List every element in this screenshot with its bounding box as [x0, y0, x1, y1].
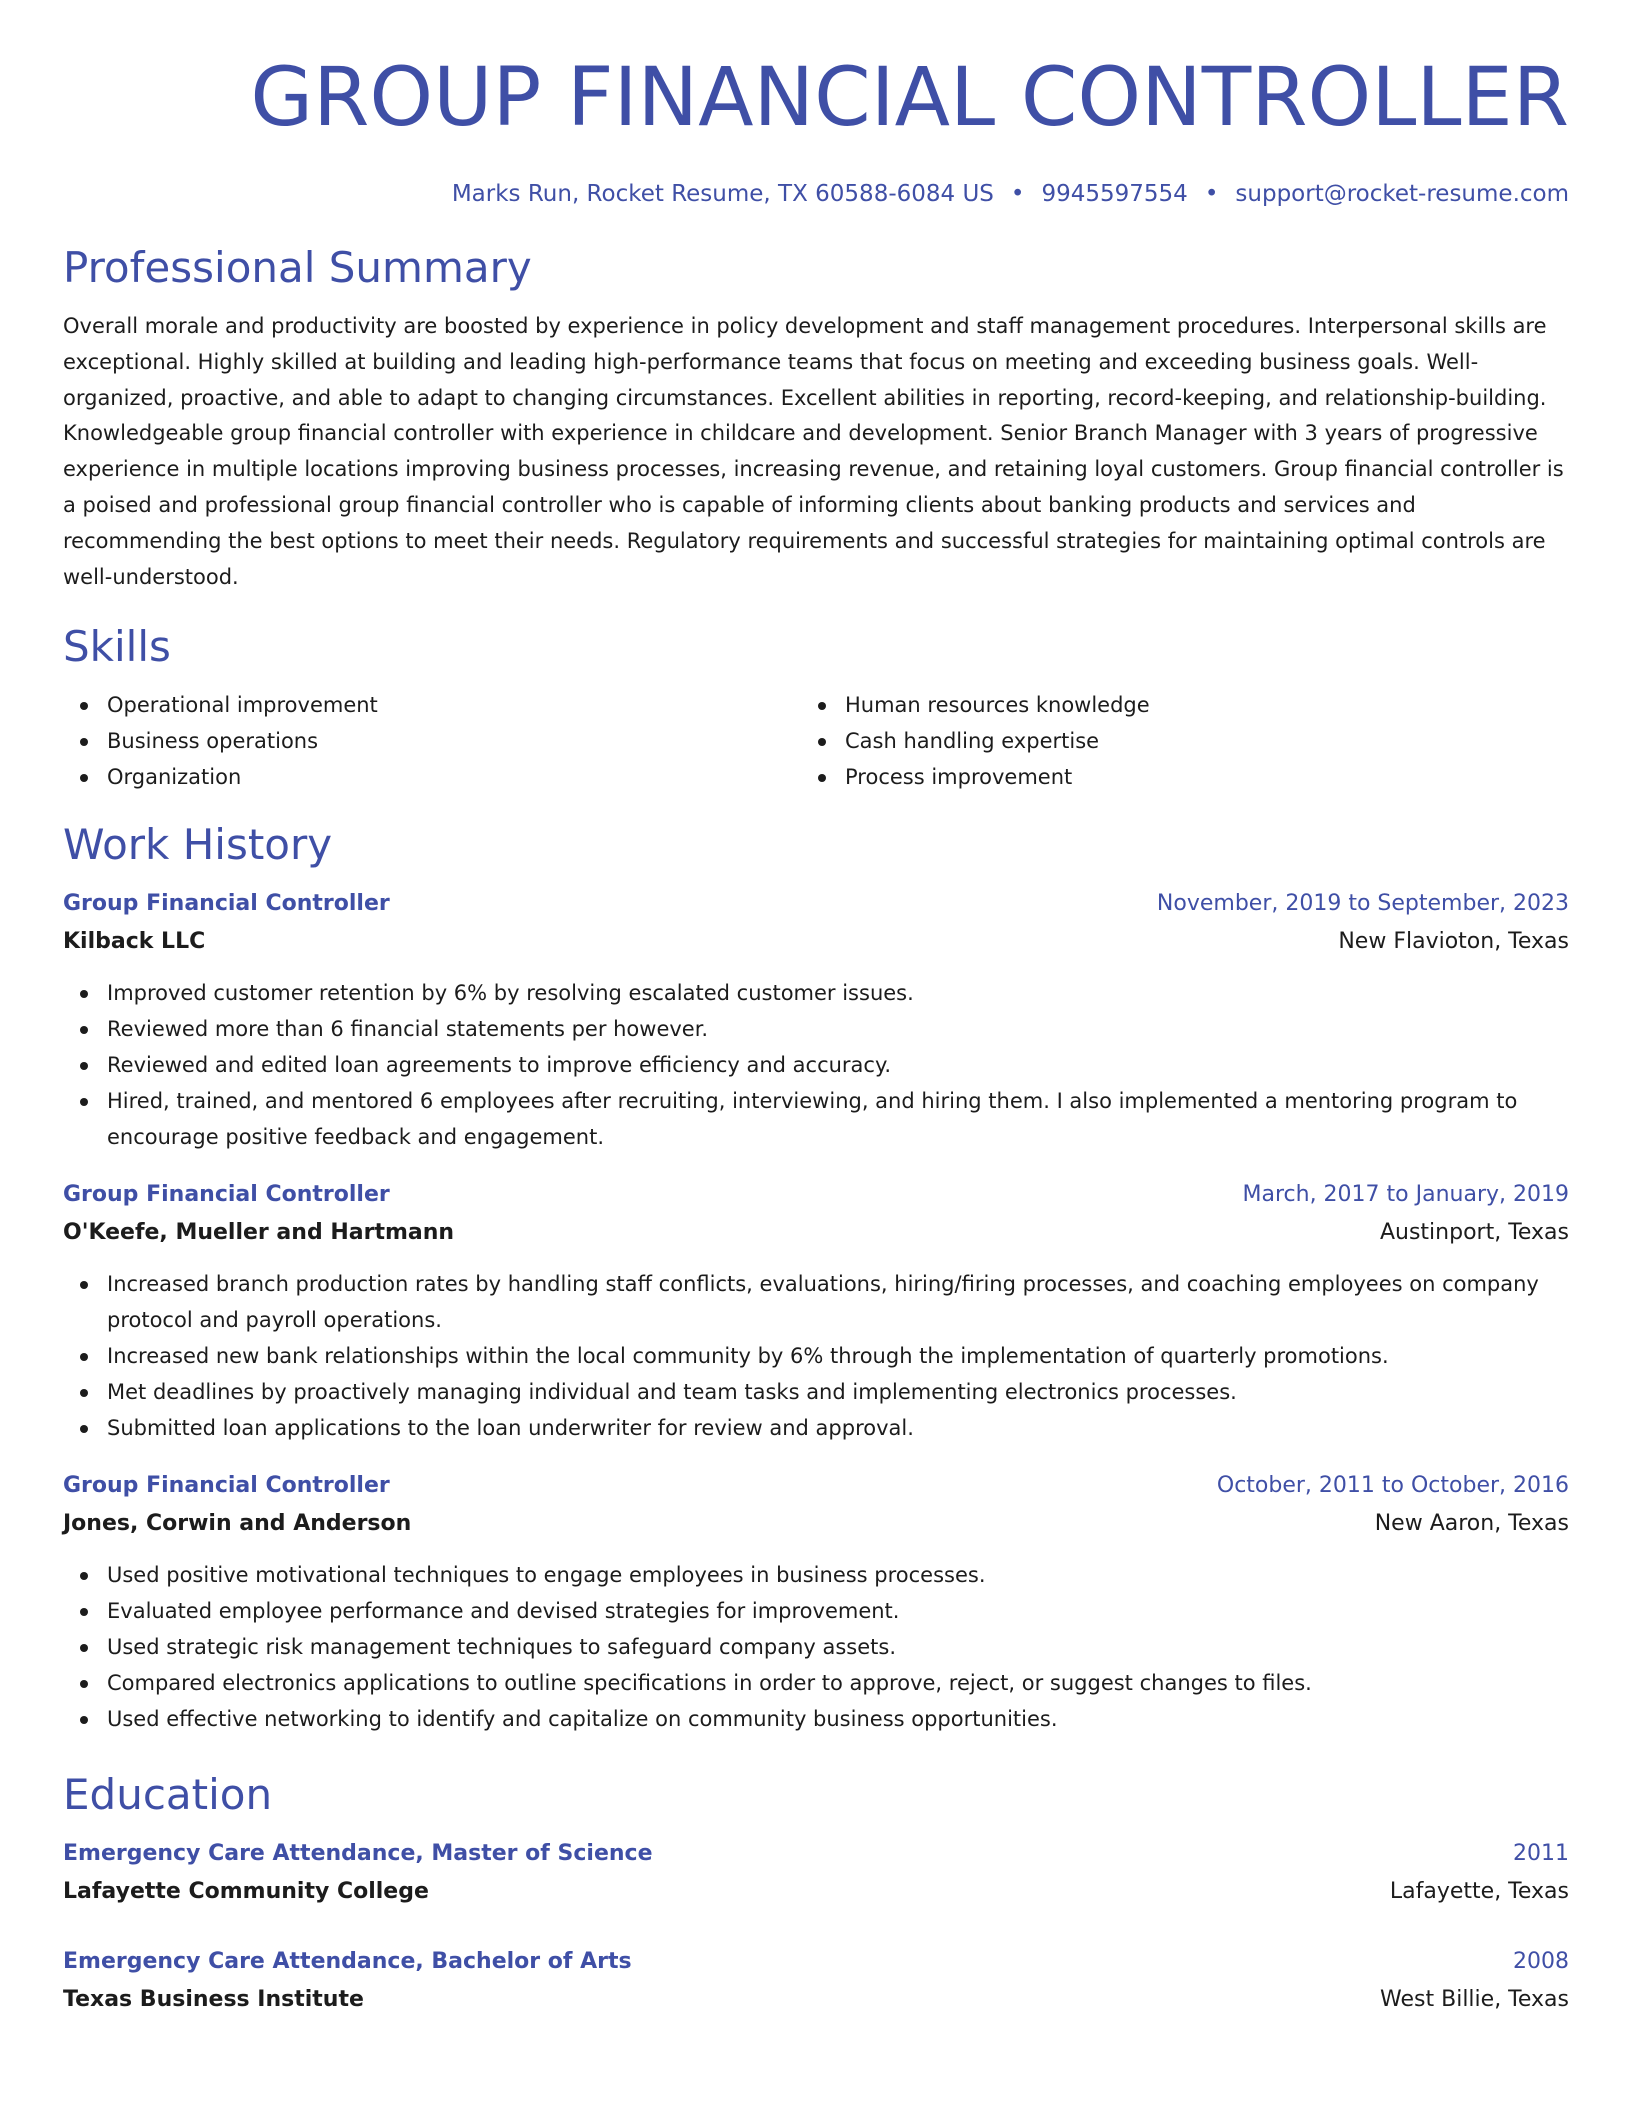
education-entry — [63, 1943, 1569, 2019]
job-bullet-list — [63, 1557, 1569, 1737]
education-degree: Emergency Care Attendance, Bachelor of Arts — [63, 1949, 632, 1975]
job-dates: November, 2019 to September, 2023 — [1156, 891, 1569, 917]
contact-separator: • — [1010, 181, 1025, 207]
education-school-row — [63, 1873, 1569, 1911]
job-bullet: Submitted loan applications to the loan underwriter for review and approval. — [107, 1410, 1569, 1446]
resume-title: GROUP FINANCIAL CONTROLLER — [250, 51, 1569, 145]
skills-heading: Skills — [63, 622, 171, 672]
job-header-row — [63, 1467, 1569, 1505]
job-bullet: Increased new bank relationships within the local community by 6% through the implementation of quarterly promotions. — [107, 1338, 1569, 1374]
contact-line — [63, 177, 1569, 211]
skill-item: Operational improvement — [107, 687, 801, 723]
job-company: Kilback LLC — [63, 929, 206, 955]
skill-item: Organization — [107, 759, 801, 795]
job-bullet: Reviewed more than 6 financial statements per however. — [107, 1011, 1569, 1047]
job-bullet-list — [63, 1266, 1569, 1446]
education-school: Texas Business Institute — [63, 1987, 364, 2013]
skills-list — [63, 687, 1569, 795]
contact-address: Marks Run, Rocket Resume, TX 60588-6084 US — [451, 181, 994, 207]
contact-email[interactable]: support@rocket-resume.com — [1235, 181, 1569, 207]
job-role: Group Financial Controller — [63, 1182, 390, 1208]
education-year: 2008 — [1513, 1949, 1569, 1975]
job-company-row — [63, 923, 1569, 961]
job-header-row — [63, 885, 1569, 923]
education-entry — [63, 1835, 1569, 1911]
summary-text: Overall morale and productivity are boosted by experience in policy development and staff management procedures. Interpersonal skills are exceptional. Highly skilled at building and leading high-performance teams that focus on meeting and exceeding business goals. Well-organized, proactive, and able to adapt to changing circumstances. Excellent abilities in reporting, record-keeping, and relationship-building. Knowledgeable group financial controller with experience in childcare and development. Senior Branch Manager with 3 years of progressive experience in multiple locations improving business processes, increasing revenue, and retaining loyal customers. Group financial controller is a poised and professional group financial controller who is capable of informing clients about banking products and services and recommending the best options to meet their needs. Regulatory requirements and successful strategies for maintaining optimal controls are well-understood. — [63, 314, 1564, 589]
job-dates: October, 2011 to October, 2016 — [1216, 1473, 1569, 1499]
job-entry — [63, 1176, 1569, 1446]
job-company: O'Keefe, Mueller and Hartmann — [63, 1220, 455, 1246]
contact-separator: • — [1204, 181, 1219, 207]
education-heading: Education — [63, 1770, 273, 1820]
job-company-row — [63, 1214, 1569, 1252]
skill-item: Business operations — [107, 723, 801, 759]
skill-item: Process improvement — [845, 759, 1539, 795]
job-header-row — [63, 1176, 1569, 1214]
skill-item: Human resources knowledge — [845, 687, 1539, 723]
job-location: Austinport, Texas — [1379, 1220, 1569, 1246]
education-header-row — [63, 1943, 1569, 1981]
job-bullet: Used effective networking to identify and capitalize on community business opportunities. — [107, 1701, 1569, 1737]
job-location: New Flavioton, Texas — [1338, 929, 1569, 955]
job-bullet: Evaluated employee performance and devised strategies for improvement. — [107, 1593, 1569, 1629]
education-location: Lafayette, Texas — [1389, 1879, 1569, 1905]
job-bullet: Hired, trained, and mentored 6 employees after recruiting, interviewing, and hiring them. I also implemented a mentoring program to encourage positive feedback and engagement. — [107, 1083, 1569, 1155]
job-location: New Aaron, Texas — [1374, 1511, 1569, 1537]
skills-column-right — [801, 687, 1539, 795]
education-location: West Billie, Texas — [1380, 1987, 1569, 2013]
job-bullet: Improved customer retention by 6% by resolving escalated customer issues. — [107, 975, 1569, 1011]
job-role: Group Financial Controller — [63, 1473, 390, 1499]
job-company-row — [63, 1505, 1569, 1543]
job-bullet: Compared electronics applications to outline specifications in order to approve, reject, or suggest changes to files. — [107, 1665, 1569, 1701]
skills-column-left — [63, 687, 801, 795]
job-bullet: Used strategic risk management techniques to safeguard company assets. — [107, 1629, 1569, 1665]
education-degree: Emergency Care Attendance, Master of Science — [63, 1841, 653, 1867]
job-role: Group Financial Controller — [63, 891, 390, 917]
education-school: Lafayette Community College — [63, 1879, 429, 1905]
contact-phone[interactable]: 9945597554 — [1041, 181, 1188, 207]
education-year: 2011 — [1513, 1841, 1569, 1867]
job-company: Jones, Corwin and Anderson — [63, 1511, 412, 1537]
job-bullet: Reviewed and edited loan agreements to improve efficiency and accuracy. — [107, 1047, 1569, 1083]
job-bullet-list — [63, 975, 1569, 1155]
education-school-row — [63, 1981, 1569, 2019]
work-history-heading: Work History — [63, 820, 333, 870]
education-header-row — [63, 1835, 1569, 1873]
skill-item: Cash handling expertise — [845, 723, 1539, 759]
job-bullet: Met deadlines by proactively managing individual and team tasks and implementing electronics processes. — [107, 1374, 1569, 1410]
job-entry — [63, 885, 1569, 1155]
job-bullet: Used positive motivational techniques to engage employees in business processes. — [107, 1557, 1569, 1593]
job-dates: March, 2017 to January, 2019 — [1242, 1182, 1569, 1208]
job-bullet: Increased branch production rates by handling staff conflicts, evaluations, hiring/firing processes, and coaching employees on company protocol and payroll operations. — [107, 1266, 1569, 1338]
job-entry — [63, 1467, 1569, 1737]
summary-heading: Professional Summary — [63, 243, 532, 292]
